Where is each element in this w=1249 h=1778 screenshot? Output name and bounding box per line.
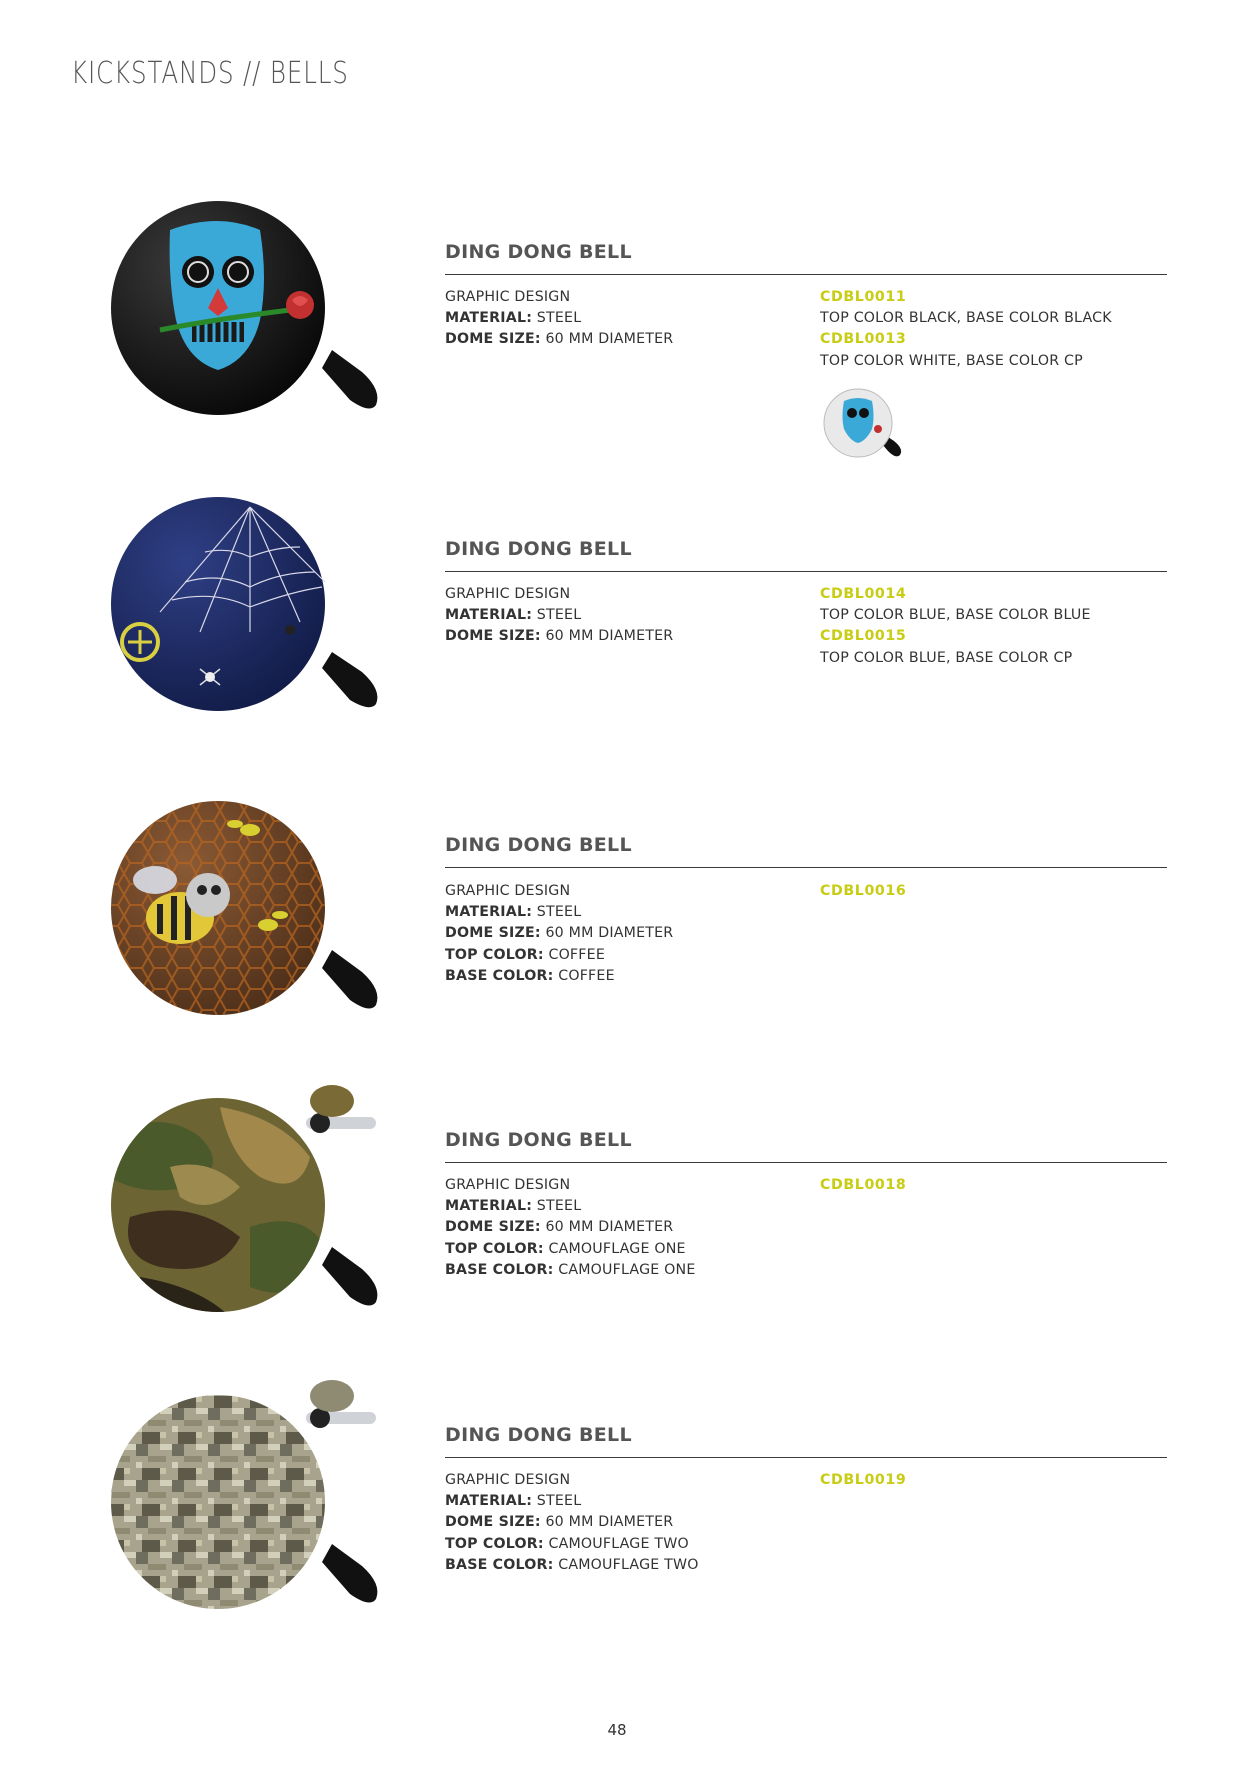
spec-line: MATERIAL: STEEL [445,1493,582,1510]
spec-line: TOP COLOR: COFFEE [445,946,605,963]
product-code: CDBL0011 [820,289,907,305]
product-code: CDBL0019 [820,1472,907,1488]
divider [445,1162,1167,1163]
spec-line: BASE COLOR: COFFEE [445,967,615,984]
spec-list [445,1175,696,1281]
variant-desc: TOP COLOR BLACK, BASE COLOR BLACK [820,310,1112,327]
product-title: DING DONG BELL [445,1424,632,1446]
variant-list [820,1175,906,1196]
divider [445,1457,1167,1458]
spec-line: MATERIAL: STEEL [445,607,582,624]
spec-list [445,584,673,648]
bee-bell-image [100,800,400,1040]
spec-line: GRAPHIC DESIGN [445,1472,571,1488]
variant-list [820,1470,906,1491]
variant-list [820,287,1112,372]
spec-line: MATERIAL: STEEL [445,1198,582,1215]
spec-line: GRAPHIC DESIGN [445,586,571,602]
variant-desc: TOP COLOR WHITE, BASE COLOR CP [820,352,1083,369]
spec-line: GRAPHIC DESIGN [445,1177,571,1193]
spec-line: DOME SIZE: 60 MM DIAMETER [445,628,674,645]
spec-line: BASE COLOR: CAMOUFLAGE TWO [445,1556,699,1573]
spec-line: BASE COLOR: CAMOUFLAGE ONE [445,1261,696,1278]
spider-web-bell-image [100,492,400,732]
spec-list [445,881,673,987]
divider [445,867,1167,868]
spec-line: MATERIAL: STEEL [445,310,582,327]
product-title: DING DONG BELL [445,538,632,560]
product-code: CDBL0016 [820,883,907,899]
spec-line: MATERIAL: STEEL [445,904,582,921]
divider [445,571,1167,572]
variant-desc: TOP COLOR BLUE, BASE COLOR BLUE [820,607,1091,624]
variant-list [820,584,1091,669]
skull-bell-white-thumbnail [820,385,920,465]
product-code: CDBL0015 [820,628,907,645]
variant-desc: TOP COLOR BLUE, BASE COLOR CP [820,649,1073,666]
spec-line: DOME SIZE: 60 MM DIAMETER [445,925,674,942]
product-code: CDBL0018 [820,1177,907,1193]
product-code: CDBL0014 [820,586,907,602]
variant-list [820,881,906,902]
spec-line: GRAPHIC DESIGN [445,883,571,899]
page-title: KICKSTANDS // BELLS [71,56,349,91]
product-title: DING DONG BELL [445,1129,632,1151]
spec-line: TOP COLOR: CAMOUFLAGE ONE [445,1240,686,1257]
camouflage-one-bell-image [100,1077,400,1337]
spec-line: GRAPHIC DESIGN [445,289,571,305]
product-title: DING DONG BELL [445,834,632,856]
spec-list [445,1470,699,1576]
spec-line: DOME SIZE: 60 MM DIAMETER [445,1514,674,1531]
divider [445,274,1167,275]
camouflage-two-bell-image [100,1372,400,1632]
spec-line: DOME SIZE: 60 MM DIAMETER [445,1219,674,1236]
spec-list [445,287,673,351]
product-title: DING DONG BELL [445,241,632,263]
skull-bell-image [100,200,400,440]
page-number: 48 [607,1721,627,1739]
product-code: CDBL0013 [820,331,907,348]
spec-line: DOME SIZE: 60 MM DIAMETER [445,331,674,348]
spec-line: TOP COLOR: CAMOUFLAGE TWO [445,1535,689,1552]
